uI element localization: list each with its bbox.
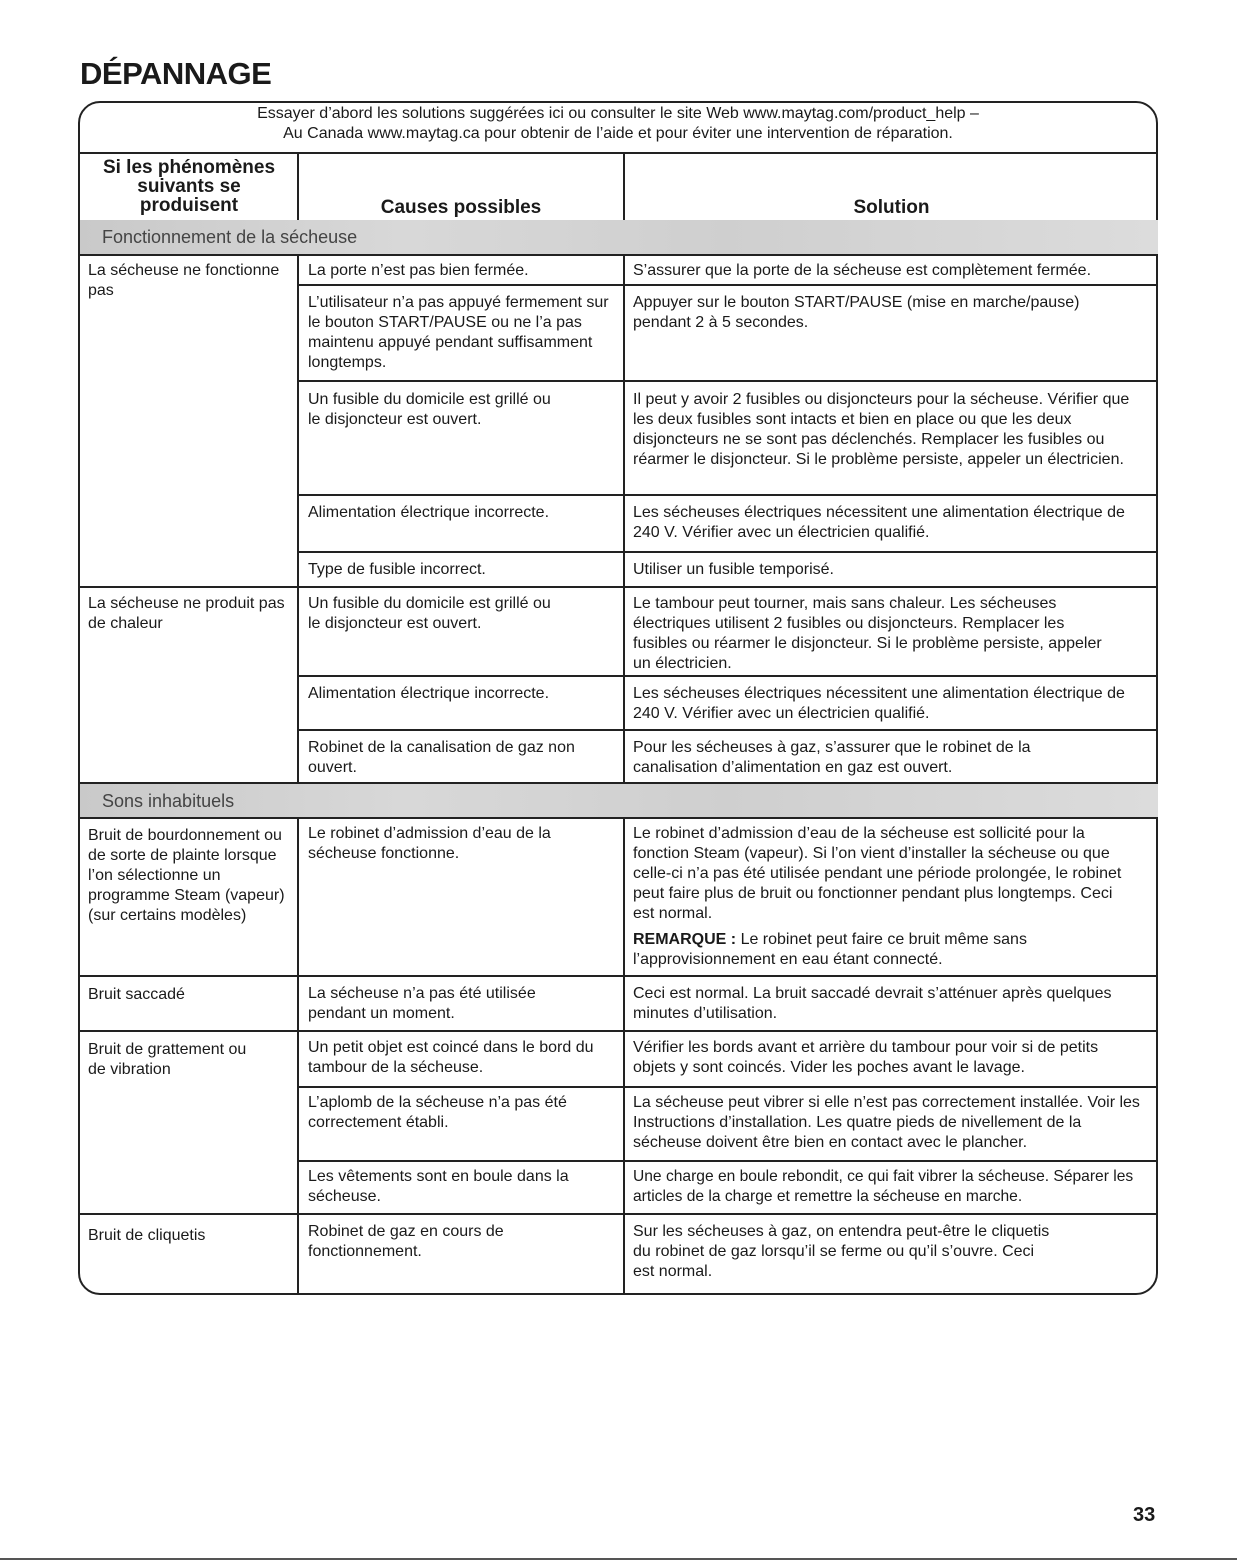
problem-rule — [80, 975, 1158, 977]
cause-11: Un petit objet est coincé dans le bord du tambour de la sécheuse. — [308, 1039, 594, 1076]
problem-6: Bruit de cliquetis — [88, 1227, 206, 1244]
intro-line-2: Au Canada www.maytag.ca pour obtenir de l’aide et pour éviter une intervention de réparation. — [283, 125, 953, 142]
solution-9-note — [633, 930, 1123, 970]
section-title: Sons inhabituels — [102, 791, 235, 811]
col-divider-1-sec1 — [297, 255, 299, 784]
intro-text — [80, 104, 1156, 144]
note-label: REMARQUE : — [633, 931, 737, 948]
solution-7: Les sécheuses électriques nécessitent une alimentation électrique de 240 V. Vérifier avec un électricien qualifié. — [633, 685, 1125, 722]
header-problem-line-1: Si les phénomènes — [102, 157, 276, 178]
solution-3: Il peut y avoir 2 fusibles ou disjoncteurs pour la sécheuse. Vérifier que les deux fusibles sont intacts et bien en place ou que les deux disjoncteurs ne se sont pas déclenchés. Remplacer les fusibles ou réarmer le disjoncteur. Si le problème persiste, appeler un électricien. — [633, 391, 1130, 468]
problem-5: Bruit de grattement ou de vibration — [88, 1041, 247, 1078]
header-causes: Causes possibles — [380, 197, 542, 218]
row-rule — [623, 380, 1158, 382]
cause-10: La sécheuse n’a pas été utilisée pendant un moment. — [308, 985, 536, 1022]
cause-14: Robinet de gaz en cours de fonctionnement. — [308, 1223, 504, 1260]
row-rule — [298, 1086, 625, 1088]
solution-13: Une charge en boule rebondit, ce qui fait vibrer la sécheuse. Séparer les articles de la charge et remettre la sécheuse en marche. — [633, 1168, 1134, 1205]
solution-14: Sur les sécheuses à gaz, on entendra peut-être le cliquetis du robinet de gaz lorsqu’il se ferme ou qu’il s’ouvre. Ceci est normal. — [633, 1223, 1050, 1280]
problem-2: La sécheuse ne produit pas de chaleur — [88, 595, 285, 632]
cause-1: La porte n’est pas bien fermée. — [308, 262, 529, 279]
solution-4: Les sécheuses électriques nécessitent une alimentation électrique de 240 V. Vérifier avec un électricien qualifié. — [633, 504, 1125, 541]
header-problem-line-2: suivants se — [137, 176, 241, 197]
solution-2: Appuyer sur le bouton START/PAUSE (mise en marche/pause) pendant 2 à 5 secondes. — [633, 294, 1080, 331]
solution-1: S’assurer que la porte de la sécheuse est complètement fermée. — [633, 262, 1092, 279]
section-bar-fonctionnement — [80, 220, 1158, 255]
col-divider-2-sec2 — [623, 818, 625, 1294]
solution-12: La sécheuse peut vibrer si elle n’est pas correctement installée. Voir les Instructions d’installation. Les quatre pieds de nivellement de la sécheuse doivent être bien en contact avec le plancher. — [633, 1094, 1140, 1151]
header-problem-line-3: produisent — [139, 195, 239, 216]
problem-1: La sécheuse ne fonctionne pas — [88, 262, 280, 299]
row-rule — [623, 284, 1158, 286]
intro-line-1: Essayer d’abord les solutions suggérées ici ou consulter le site Web www.maytag.com/product_help – — [257, 105, 979, 122]
solution-11: Vérifier les bords avant et arrière du tambour pour voir si de petits objets y sont coincés. Vider les poches avant le lavage. — [633, 1039, 1099, 1076]
page-title: DÉPANNAGE — [80, 56, 272, 91]
cause-9: Le robinet d’admission d’eau de la sécheuse fonctionne. — [308, 825, 551, 862]
header-solution: Solution — [853, 197, 930, 218]
row-rule — [623, 551, 1158, 553]
row-rule — [623, 675, 1158, 677]
problem-rule — [80, 1030, 1158, 1032]
solution-5: Utiliser un fusible temporisé. — [633, 561, 834, 578]
solution-10: Ceci est normal. La bruit saccadé devrait s’atténuer après quelques minutes d’utilisation. — [633, 985, 1112, 1022]
row-rule — [298, 380, 625, 382]
cause-8: Robinet de la canalisation de gaz non ouvert. — [308, 739, 575, 776]
page-number: 33 — [1133, 1504, 1156, 1526]
cause-7: Alimentation électrique incorrecte. — [308, 685, 550, 702]
section-bar-sons — [80, 784, 1158, 819]
cause-4: Alimentation électrique incorrecte. — [308, 504, 550, 521]
solution-9 — [633, 824, 1123, 970]
cause-6: Un fusible du domicile est grillé ou le disjoncteur est ouvert. — [308, 595, 551, 632]
solution-8: Pour les sécheuses à gaz, s’assurer que le robinet de la canalisation d’alimentation en gaz est ouvert. — [633, 739, 1031, 776]
cause-3: Un fusible du domicile est grillé ou le disjoncteur est ouvert. — [308, 391, 551, 428]
row-rule — [623, 1086, 1158, 1088]
row-rule — [623, 494, 1158, 496]
row-rule — [298, 1160, 625, 1162]
cause-12: L’aplomb de la sécheuse n’a pas été correctement établi. — [308, 1094, 567, 1131]
row-rule — [298, 675, 625, 677]
cause-2: L’utilisateur n’a pas appuyé fermement sur le bouton START/PAUSE ou ne l’a pas maintenu appuyé pendant suffisamment longtemps. — [308, 294, 609, 371]
cause-5: Type de fusible incorrect. — [308, 561, 486, 578]
section-rule — [80, 254, 1158, 256]
problem-3: Bruit de bourdonnement ou de sorte de plainte lorsque l’on sélectionne un programme Steam (vapeur) (sur certains modèles) — [88, 827, 285, 924]
row-rule — [298, 284, 625, 286]
row-rule — [623, 1160, 1158, 1162]
problem-rule — [80, 586, 1158, 588]
note-text: Le robinet peut faire ce bruit même sans l’approvisionnement en eau étant connecté. — [633, 931, 1027, 968]
section-title: Fonctionnement de la sécheuse — [102, 227, 358, 247]
row-rule — [623, 729, 1158, 731]
row-rule — [298, 551, 625, 553]
row-rule — [298, 729, 625, 731]
problem-4: Bruit saccadé — [88, 986, 185, 1003]
problem-rule — [80, 1213, 1158, 1215]
cause-13: Les vêtements sont en boule dans la sécheuse. — [308, 1168, 569, 1205]
col-divider-2-sec1 — [623, 255, 625, 784]
solution-6: Le tambour peut tourner, mais sans chaleur. Les sécheuses électriques utilisent 2 fusibles ou disjoncteurs. Remplacer les fusibles ou réarmer le disjoncteur. Si le problème persiste, appeler un électricien. — [633, 595, 1102, 672]
row-rule — [298, 494, 625, 496]
solution-9-text: Le robinet d’admission d’eau de la sécheuse est sollicité pour la fonction Steam (vapeur). Si l’on vient d’installer la sécheuse ou que celle-ci n’a pas été utilisée pendant une période prolongée, le robinet peut faire plus de bruit ou fonctionner pendant plus longtemps. Ceci est normal. — [633, 825, 1122, 922]
header-top-rule — [80, 152, 1158, 154]
bottom-rule — [0, 1558, 1237, 1560]
header-problem — [84, 158, 294, 215]
section-rule — [80, 817, 1158, 819]
